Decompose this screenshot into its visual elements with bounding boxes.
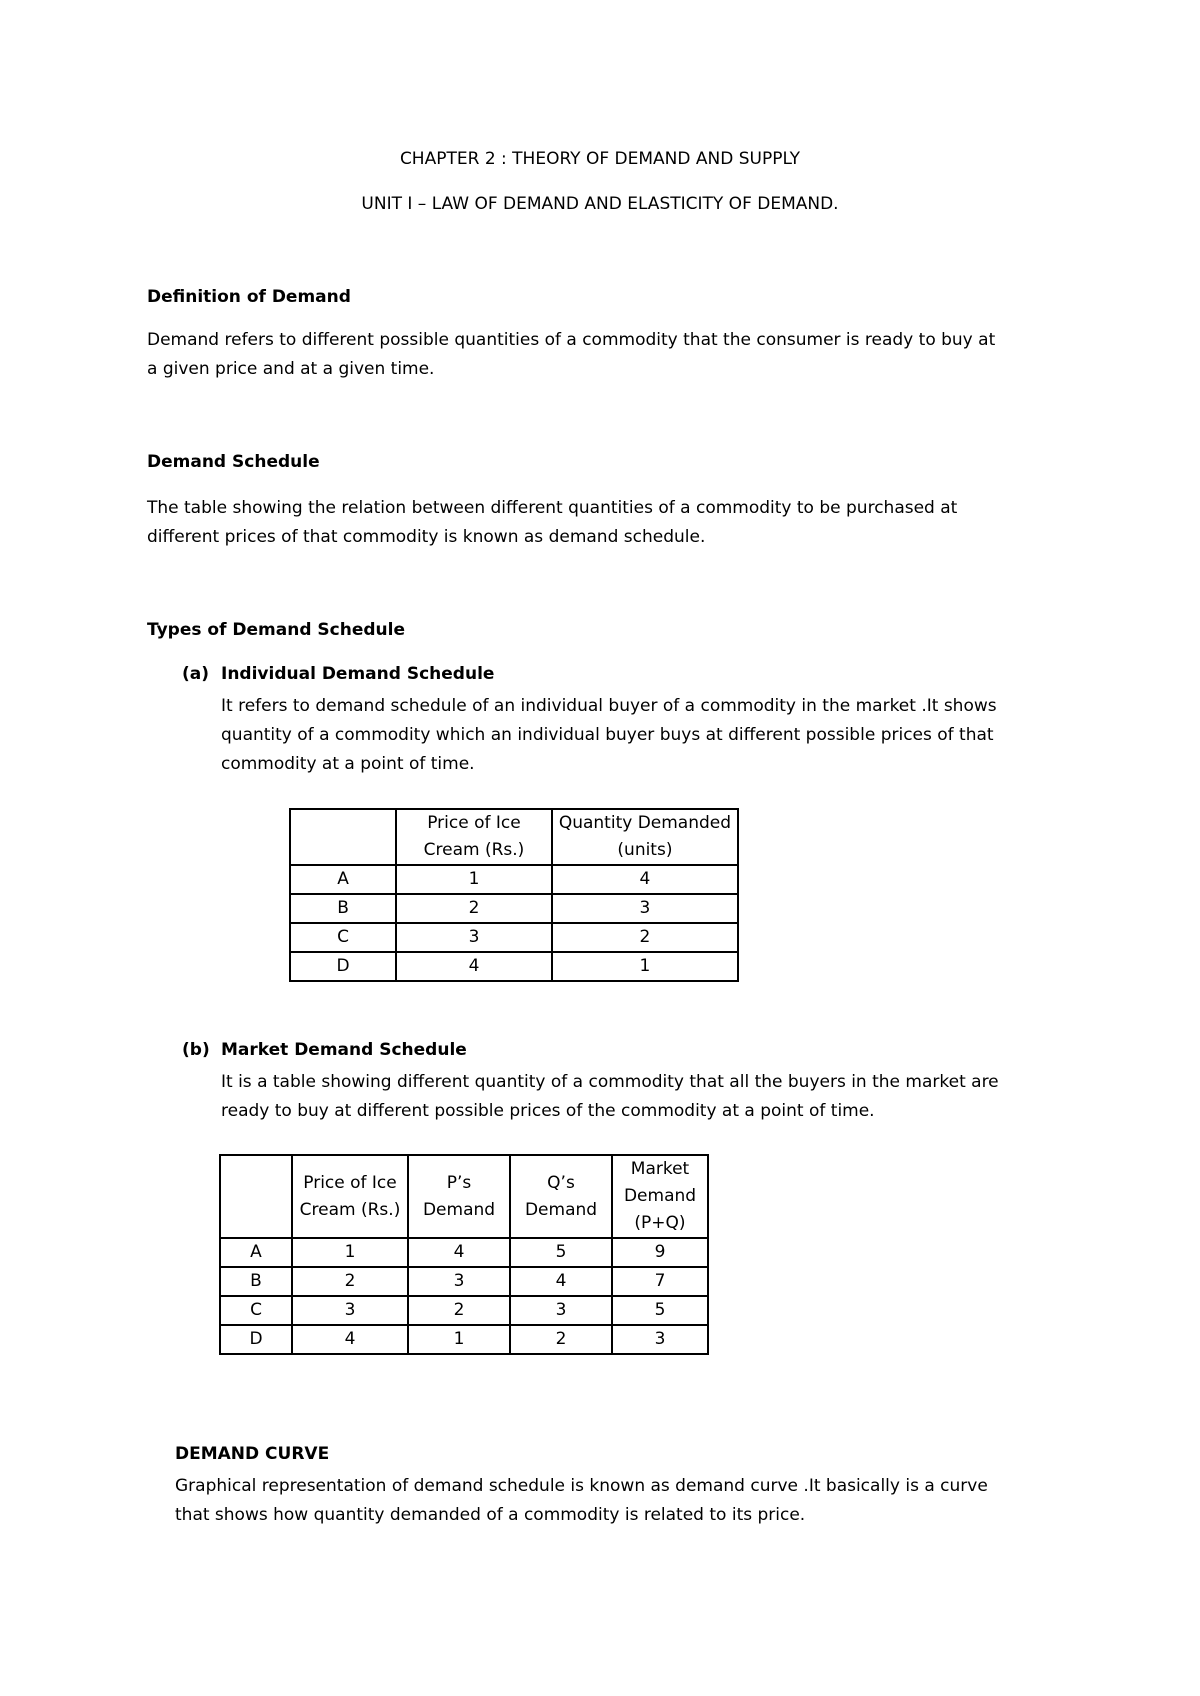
unit-title: UNIT I – LAW OF DEMAND AND ELASTICITY OF DEMAND. <box>361 194 839 214</box>
table-cell: 5 <box>510 1238 612 1267</box>
table-cell: 3 <box>510 1296 612 1325</box>
table-row <box>290 952 738 981</box>
market-demand-table <box>219 1154 709 1355</box>
table-cell: A <box>220 1238 292 1267</box>
table-header-cell <box>220 1155 292 1238</box>
table-cell: 1 <box>552 952 738 981</box>
definition-line-2: a given price and at a given time. <box>147 359 435 379</box>
table-cell: 3 <box>396 923 552 952</box>
table-header-cell: Price of Ice Cream (Rs.) <box>292 1155 408 1238</box>
table-cell: 1 <box>408 1325 510 1354</box>
individual-title: Individual Demand Schedule <box>221 664 495 684</box>
table-header-cell: P’s Demand <box>408 1155 510 1238</box>
individual-line-1: It refers to demand schedule of an individual buyer of a commodity in the market .It shows <box>221 696 997 716</box>
market-line-1: It is a table showing different quantity of a commodity that all the buyers in the market are <box>221 1072 999 1092</box>
table-header-cell <box>290 809 396 865</box>
table-cell: 3 <box>408 1267 510 1296</box>
table-cell: D <box>290 952 396 981</box>
table-row <box>290 923 738 952</box>
table-cell: 2 <box>292 1267 408 1296</box>
table-row <box>220 1296 708 1325</box>
table-cell: 4 <box>510 1267 612 1296</box>
table-cell: 2 <box>510 1325 612 1354</box>
table-cell: B <box>290 894 396 923</box>
table-cell: A <box>290 865 396 894</box>
individual-demand-table <box>289 808 739 982</box>
types-heading: Types of Demand Schedule <box>147 620 405 640</box>
table-cell: 9 <box>612 1238 708 1267</box>
table-cell: 5 <box>612 1296 708 1325</box>
table-cell: 4 <box>292 1325 408 1354</box>
table-header-cell: Q’s Demand <box>510 1155 612 1238</box>
definition-heading: Definition of Demand <box>147 287 351 307</box>
definition-line-1: Demand refers to different possible quantities of a commodity that the consumer is ready to buy at <box>147 330 996 350</box>
table-cell: 4 <box>552 865 738 894</box>
market-title: Market Demand Schedule <box>221 1040 467 1060</box>
table-cell: 3 <box>612 1325 708 1354</box>
table-row <box>220 1325 708 1354</box>
table-cell: 7 <box>612 1267 708 1296</box>
table-cell: D <box>220 1325 292 1354</box>
table-cell: 2 <box>396 894 552 923</box>
demand-curve-heading: DEMAND CURVE <box>175 1444 330 1464</box>
table-cell: 1 <box>292 1238 408 1267</box>
table-header-cell: Market Demand (P+Q) <box>612 1155 708 1238</box>
table-header-row <box>220 1155 708 1238</box>
demand-curve-line-2: that shows how quantity demanded of a commodity is related to its price. <box>175 1505 806 1525</box>
table-cell: 4 <box>396 952 552 981</box>
table-row <box>220 1267 708 1296</box>
table-cell: 4 <box>408 1238 510 1267</box>
table-cell: 2 <box>408 1296 510 1325</box>
table-header-row <box>290 809 738 865</box>
table-cell: 1 <box>396 865 552 894</box>
demand-curve-line-1: Graphical representation of demand schedule is known as demand curve .It basically is a curve <box>175 1476 988 1496</box>
table-cell: 2 <box>552 923 738 952</box>
table-cell: 3 <box>552 894 738 923</box>
chapter-title: CHAPTER 2 : THEORY OF DEMAND AND SUPPLY <box>399 149 801 169</box>
schedule-line-2: different prices of that commodity is known as demand schedule. <box>147 527 706 547</box>
table-cell: B <box>220 1267 292 1296</box>
individual-label: (a) <box>182 664 210 684</box>
individual-line-3: commodity at a point of time. <box>221 754 475 774</box>
table-cell: 3 <box>292 1296 408 1325</box>
table-header-cell: Price of Ice Cream (Rs.) <box>396 809 552 865</box>
market-line-2: ready to buy at different possible prices of the commodity at a point of time. <box>221 1101 875 1121</box>
table-cell: C <box>290 923 396 952</box>
table-row <box>290 865 738 894</box>
market-label: (b) <box>182 1040 210 1060</box>
individual-line-2: quantity of a commodity which an individual buyer buys at different possible prices of that <box>221 725 994 745</box>
table-row <box>290 894 738 923</box>
schedule-heading: Demand Schedule <box>147 452 320 472</box>
table-cell: C <box>220 1296 292 1325</box>
table-header-cell: Quantity Demanded (units) <box>552 809 738 865</box>
table-row <box>220 1238 708 1267</box>
schedule-line-1: The table showing the relation between different quantities of a commodity to be purchased at <box>147 498 958 518</box>
